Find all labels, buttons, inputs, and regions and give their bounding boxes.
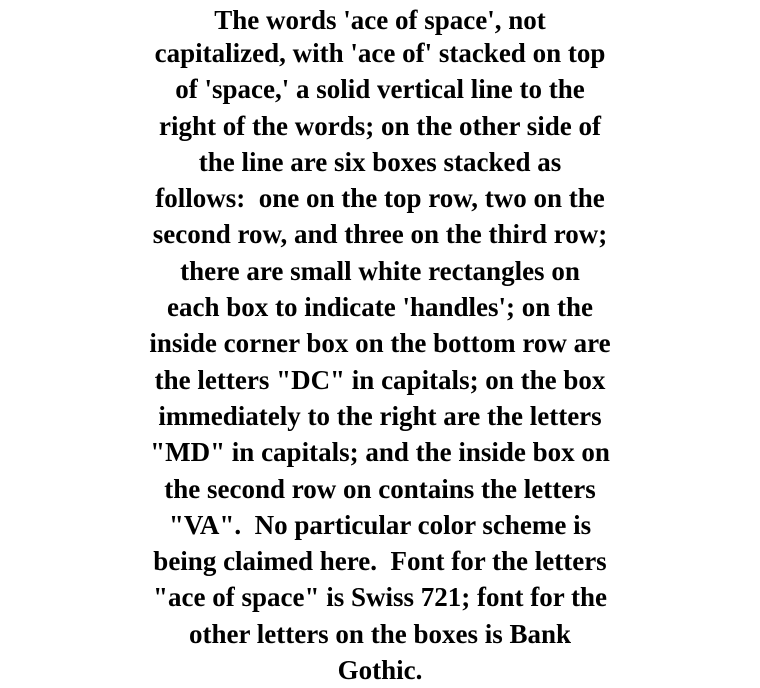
description-line: "VA". No particular color scheme is: [168, 509, 592, 540]
description-line: each box to indicate 'handles'; on the: [166, 292, 594, 323]
description-line: of 'space,' a solid vertical line to the: [175, 74, 585, 105]
description-line: there are small white rectangles on: [180, 255, 580, 286]
description-line: being claimed here. Font for the letters: [153, 546, 607, 577]
description-line: follows: one on the top row, two on the: [155, 183, 605, 214]
description-line: right of the words; on the other side of: [159, 110, 601, 141]
description-line: the line are six boxes stacked as: [198, 146, 562, 177]
description-line: "MD" in capitals; and the inside box on: [150, 437, 610, 468]
description-line: immediately to the right are the letters: [158, 400, 602, 431]
description-line: other letters on the boxes is Bank: [189, 618, 571, 649]
description-line: the second row on contains the letters: [164, 473, 596, 504]
description-line: the letters "DC" in capitals; on the box: [154, 364, 606, 395]
description-line: inside corner box on the bottom row are: [149, 328, 611, 359]
description-line: second row, and three on the third row;: [152, 219, 608, 250]
description-line: "ace of space" is Swiss 721; font for the: [153, 582, 607, 613]
description-line: capitalized, with 'ace of' stacked on top: [154, 38, 606, 68]
description-line: Gothic.: [337, 655, 423, 686]
description-line: The words 'ace of space', not: [214, 5, 546, 35]
